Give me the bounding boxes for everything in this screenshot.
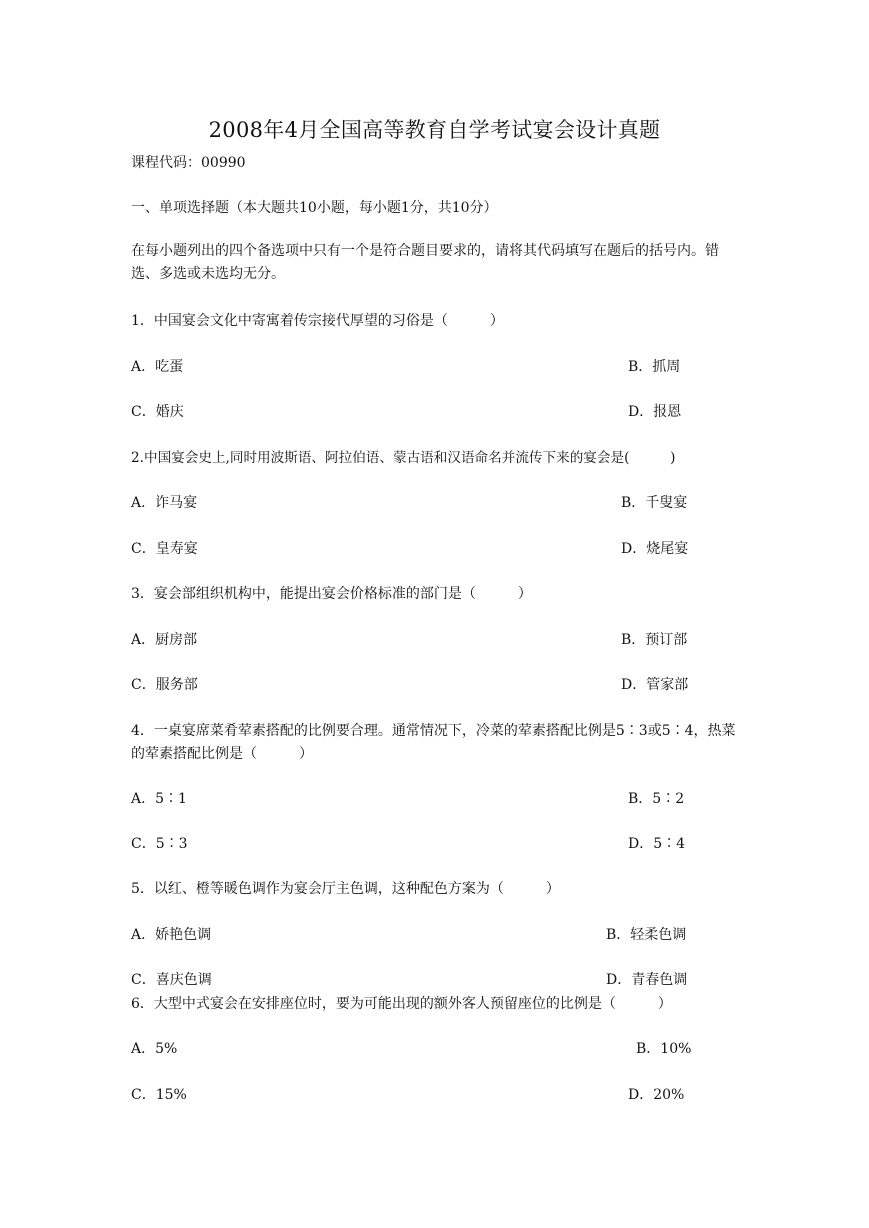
question-6-option-a: A．5% bbox=[131, 1041, 178, 1057]
section-instructions: 在每小题列出的四个备选项中只有一个是符合题目要求的，请将其代码填写在题后的括号内。错选、多选或未选均无分。 bbox=[131, 243, 719, 282]
question-1-option-a: A．吃蛋 bbox=[131, 359, 184, 375]
question-6-stem: 6．大型中式宴会在安排座位时，要为可能出现的额外客人预留座位的比例是（ ） bbox=[131, 996, 672, 1012]
question-6-option-b: B．10% bbox=[636, 1041, 692, 1057]
question-4-option-d: D．5∶4 bbox=[628, 836, 686, 852]
course-code: 课程代码：00990 bbox=[131, 155, 246, 171]
question-4-option-c: C．5∶3 bbox=[131, 836, 188, 852]
question-1-option-b: B．抓周 bbox=[628, 359, 681, 375]
question-2-option-d: D．烧尾宴 bbox=[621, 541, 689, 557]
question-4-stem: 4．一桌宴席菜肴荤素搭配的比例要合理。通常情况下，冷菜的荤素搭配比例是5∶3或5∶4，热菜的荤素搭配比例是（ ） bbox=[131, 723, 736, 762]
question-5-option-c: C．喜庆色调 bbox=[131, 972, 212, 988]
question-3-option-d: D．管家部 bbox=[621, 677, 689, 693]
question-2-option-b: B．千叟宴 bbox=[621, 495, 688, 511]
question-4-option-b: B．5∶2 bbox=[628, 791, 685, 807]
question-6-option-c: C．15% bbox=[131, 1087, 187, 1103]
question-6-option-d: D．20% bbox=[628, 1087, 685, 1103]
question-3-stem: 3．宴会部组织机构中，能提出宴会价格标准的部门是（ ） bbox=[131, 586, 532, 602]
question-4-option-a: A．5∶1 bbox=[131, 791, 187, 807]
question-5-option-a: A．娇艳色调 bbox=[131, 927, 212, 943]
question-3-option-a: A．厨房部 bbox=[131, 632, 198, 648]
question-1-option-d: D．报恩 bbox=[628, 404, 682, 420]
question-5-option-d: D．青春色调 bbox=[606, 972, 688, 988]
question-1-option-c: C．婚庆 bbox=[131, 404, 184, 420]
section-heading: 一、单项选择题（本大题共10小题，每小题1分，共10分） bbox=[131, 200, 498, 216]
question-5-option-b: B．轻柔色调 bbox=[606, 927, 687, 943]
question-2-option-a: A．诈马宴 bbox=[131, 495, 198, 511]
question-3-option-c: C．服务部 bbox=[131, 677, 198, 693]
page-title: 2008年4月全国高等教育自学考试宴会设计真题 bbox=[208, 118, 661, 142]
question-2-option-c: C．皇寿宴 bbox=[131, 541, 198, 557]
question-3-option-b: B．预订部 bbox=[621, 632, 688, 648]
question-2-stem: 2.中国宴会史上,同时用波斯语、阿拉伯语、蒙古语和汉语命名并流传下来的宴会是( ) bbox=[131, 450, 676, 466]
question-5-stem: 5．以红、橙等暖色调作为宴会厅主色调，这种配色方案为（ ） bbox=[131, 881, 560, 897]
question-1-stem: 1．中国宴会文化中寄寓着传宗接代厚望的习俗是（ ） bbox=[131, 313, 504, 329]
